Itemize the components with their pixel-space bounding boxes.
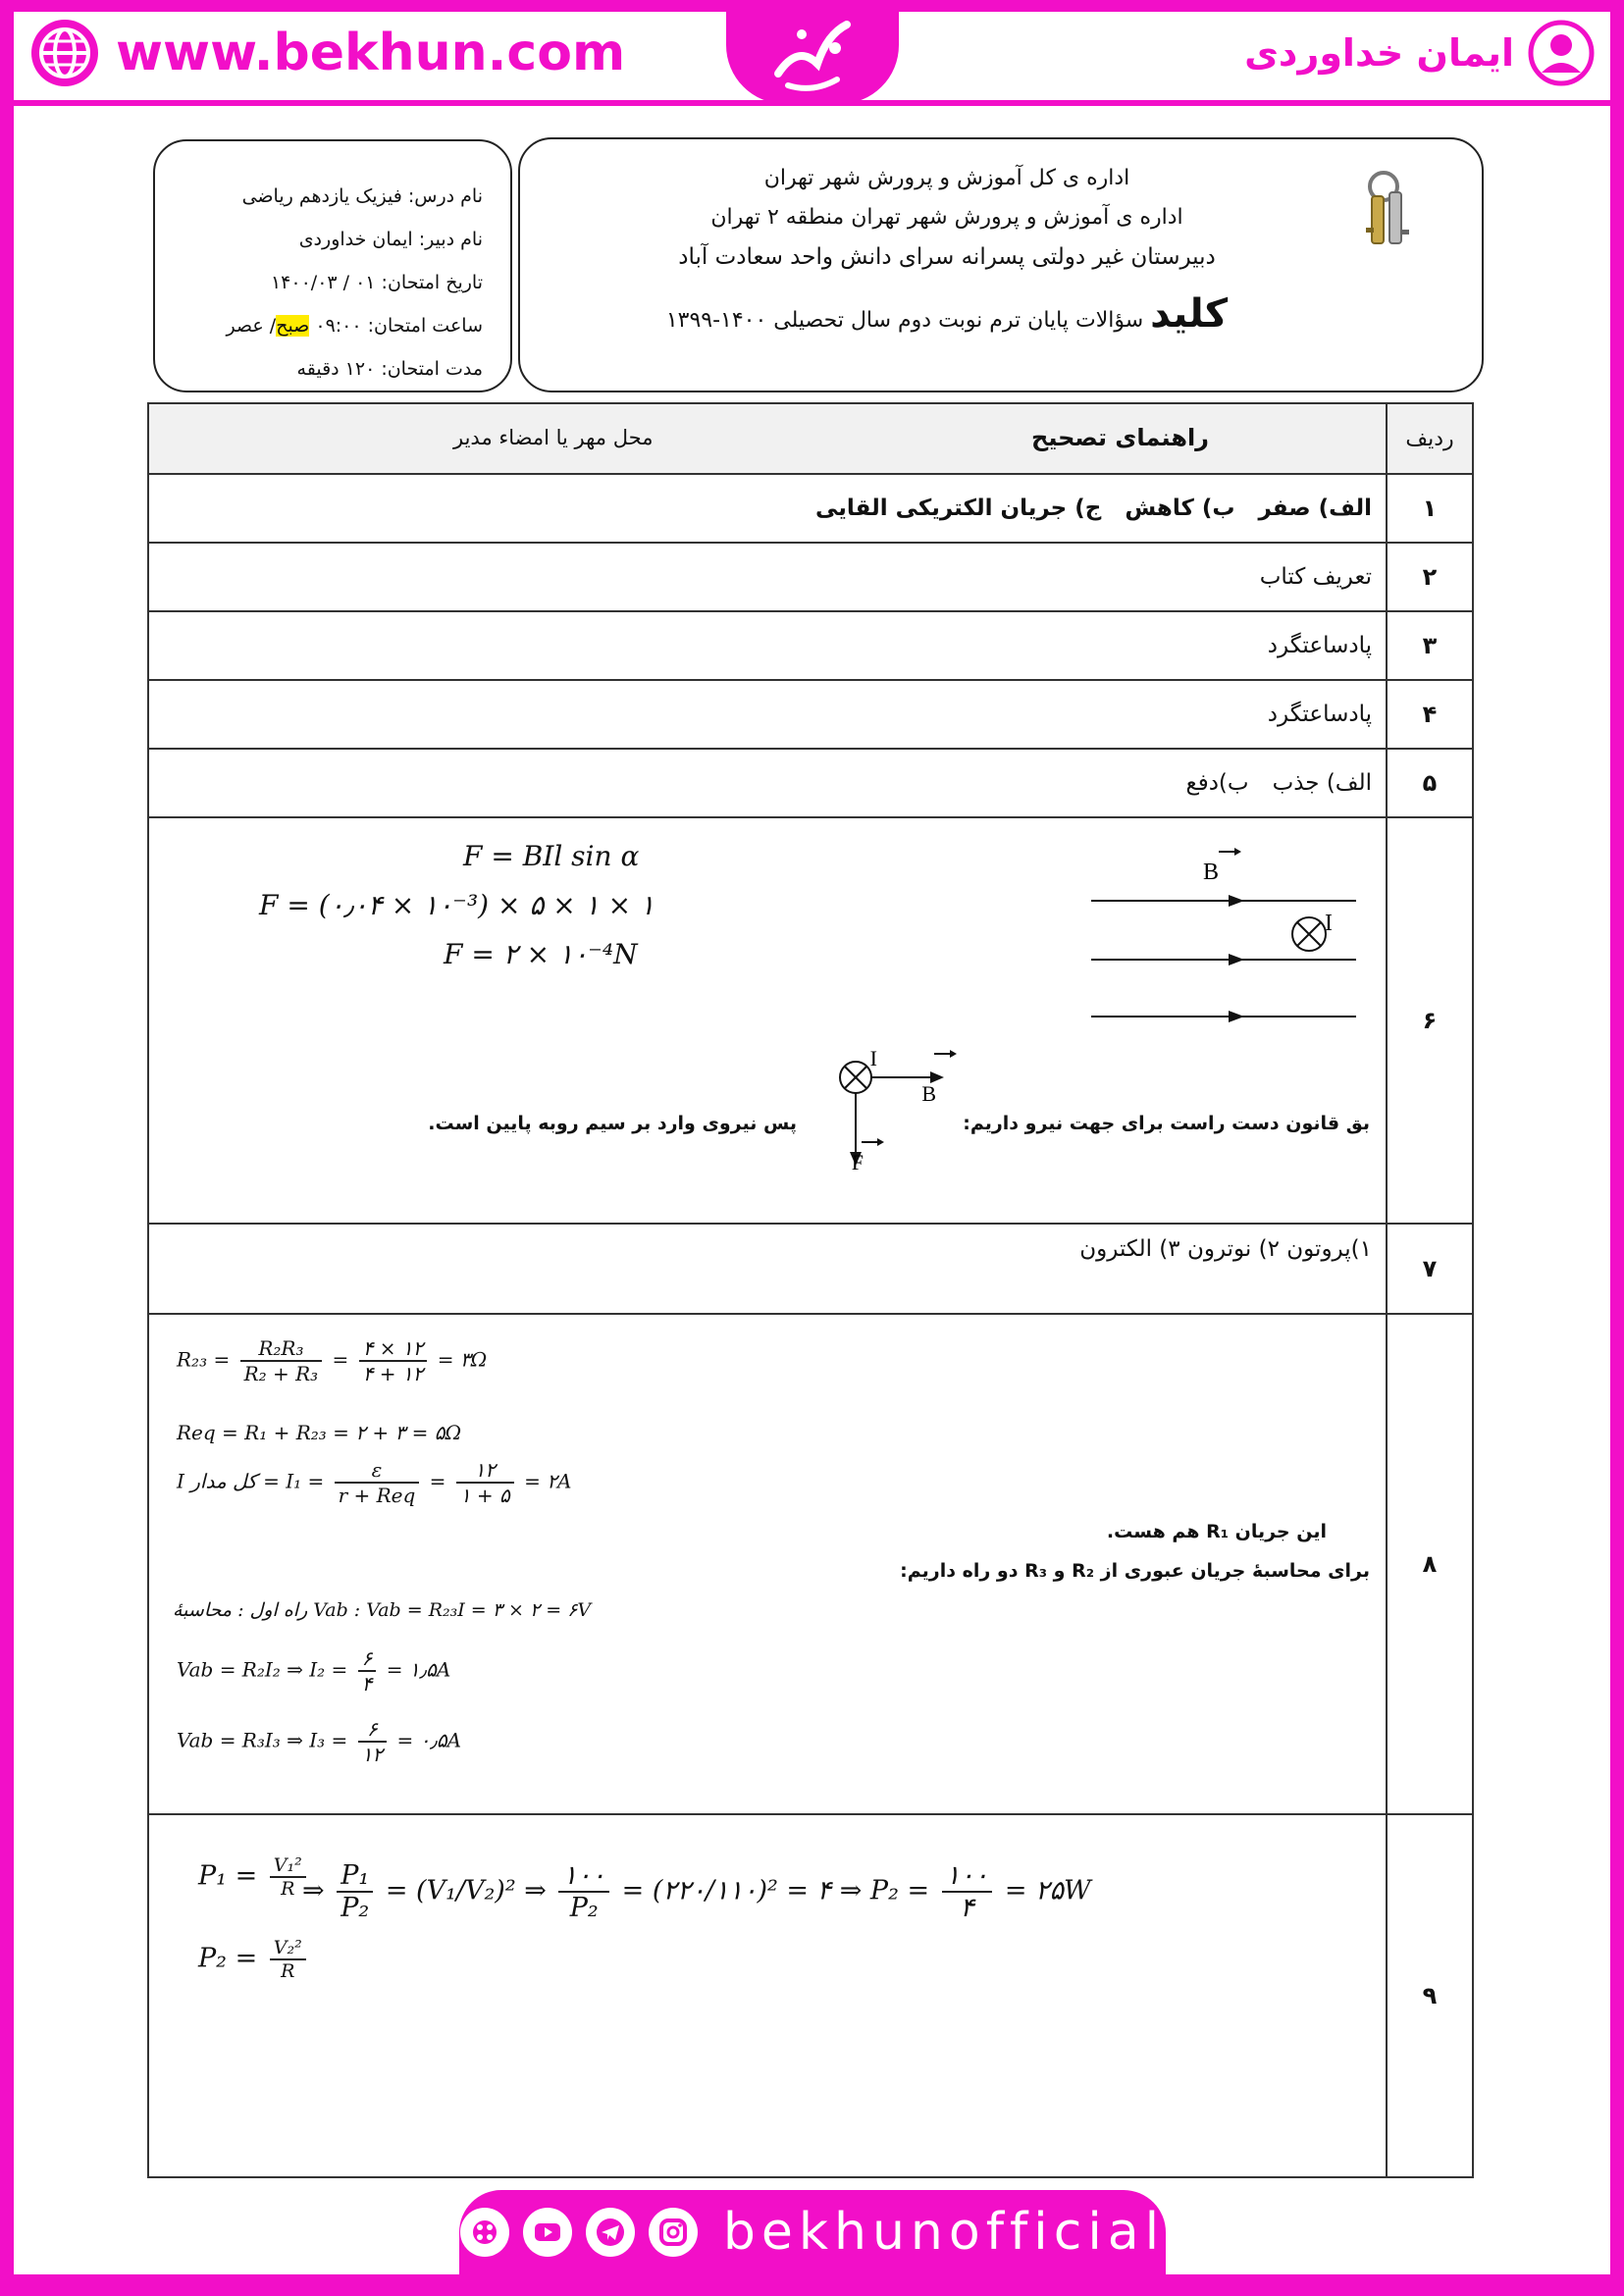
force-label-F: F [851, 1150, 864, 1174]
frac-num: ۱۰۰ [942, 1860, 993, 1893]
author-badge [1244, 14, 1595, 92]
youtube-icon[interactable] [523, 2208, 572, 2257]
keys-icon [1354, 169, 1423, 251]
frac-den: ۱۲ [361, 1743, 384, 1766]
frac-num: V₂² [270, 1937, 306, 1960]
date-line: تاریخ امتحان: ۰۱ / ۱۴۰۰/۰۳ [270, 272, 483, 293]
row-number: ۲ [1387, 543, 1473, 611]
website-text[interactable]: www.bekhun.com [116, 24, 626, 82]
final-frac [942, 1860, 993, 1923]
row-number: ۵ [1387, 749, 1473, 817]
equals-sign: = [621, 1875, 645, 1906]
hundred-frac [558, 1860, 609, 1923]
frac-num: ۴ × ۱۲ [359, 1336, 428, 1362]
frac-num: V₁² [270, 1854, 306, 1878]
author-name: ایمان خداوردی [1244, 31, 1514, 75]
implies-arrow: ⇒ [524, 1875, 547, 1906]
vector-arrow-head [877, 1138, 884, 1146]
table-row [148, 1814, 1473, 2177]
eq-p1 [198, 1854, 310, 1900]
answer-6 [148, 817, 1387, 1224]
bottom-banner [0, 2274, 1624, 2296]
ratio-result: = ۴ ⇒ P₂ = [786, 1875, 930, 1906]
frac-den: R₂ + R₃ [243, 1362, 319, 1385]
frac-num: ε [335, 1458, 420, 1484]
frac-den: ۴ + ۱۲ [362, 1362, 424, 1385]
guide-header-label: راهنمای تصحیح [1031, 424, 1209, 451]
eq-r23-frac [240, 1336, 323, 1385]
frac-num: ۶ [358, 1646, 377, 1672]
table-row [148, 474, 1473, 543]
frac-den: ۴ [361, 1672, 373, 1696]
ratio-frac [337, 1860, 373, 1923]
r1-current-note: این جریان R₁ هم هست. [1106, 1521, 1327, 1542]
col-row-header: ردیف [1387, 403, 1473, 474]
answer-1 [148, 474, 1387, 543]
eq-current-frac [335, 1458, 420, 1507]
right-hand-rule-text: بق قانون دست راست برای جهت نیرو داریم: [963, 1113, 1370, 1134]
eq-r23: R₂₃ = $\frac{\text{R₂R₃}}{\text{R₂ + R₃}}$ = $\frac{۴ \times ۱۲}{۴ + ۱۲}$ = ۳Ω [177, 1336, 488, 1385]
teacher-line: نام دبیر: ایمان خداوردی [298, 229, 483, 250]
force-result-text: پس نیروی وارد بر سیم روبه پایین است. [428, 1113, 797, 1134]
frac-den: ۴ [960, 1893, 974, 1923]
eq-i3 [177, 1717, 461, 1766]
eq-force-formula: F = BIl sin α [463, 840, 640, 872]
eq-current-lhs: I کل مدار = I₁ = [177, 1469, 325, 1493]
frac-den: r + Req [338, 1484, 416, 1507]
row-number: ۷ [1387, 1224, 1473, 1314]
current-label-I: I [1325, 911, 1333, 936]
frac-den: P₂ [569, 1893, 599, 1923]
row-number: ۳ [1387, 611, 1473, 680]
eq-p2 [198, 1937, 310, 1982]
eq-i2-frac [358, 1646, 377, 1696]
row-number: ۶ [1387, 817, 1473, 1224]
col-guide-header [148, 403, 1387, 474]
answer-5 [148, 749, 1387, 817]
field-label-B: B [921, 1081, 936, 1106]
row-number: ۸ [1387, 1314, 1473, 1814]
user-icon [1528, 20, 1595, 86]
instagram-icon[interactable] [649, 2208, 698, 2257]
answer-3: پادساعتگرد [148, 611, 1387, 680]
eq-i2-lhs: Vab = R₂I₂ ⇒ I₂ = [177, 1657, 348, 1682]
bekhun-logo [726, 0, 899, 104]
equals-sign: = [385, 1875, 408, 1906]
frac-den: R [281, 1878, 295, 1900]
table-row [148, 749, 1473, 817]
time-line [226, 304, 483, 347]
eq-force-result: F = ۲ × ۱۰⁻⁴N [444, 938, 638, 970]
eq-power-ratio [302, 1860, 1091, 1923]
subject-line: نام درس: فیزیک یازدهم ریاضی [241, 185, 483, 207]
table-row [148, 817, 1473, 1224]
social-footer [459, 2190, 1166, 2274]
answer-key-table [147, 402, 1474, 2178]
eq-current-result: = ۲A [524, 1469, 572, 1493]
globe-icon [29, 18, 100, 88]
eq-p1-lhs: P₁ = [198, 1860, 258, 1892]
eq-i3-result: = ۰٫۵A [396, 1728, 462, 1752]
frac-num: P₁ [337, 1860, 373, 1893]
eq-r23-lhs: R₂₃ = [177, 1347, 231, 1372]
force-direction-diagram [816, 1044, 973, 1181]
social-handle[interactable]: bekhunofficial [722, 2203, 1166, 2262]
table-header-row [148, 403, 1473, 474]
frac-den: R [281, 1960, 295, 1982]
time-suffix: / عصر [226, 315, 277, 337]
frac-num: R₂R₃ [240, 1336, 323, 1362]
eq-current-frac2 [456, 1458, 514, 1507]
answer-5a: الف) جذب [1272, 770, 1372, 796]
frac-num: ۶ [358, 1717, 387, 1743]
field-arrow [1229, 1011, 1244, 1022]
telegram-icon[interactable] [586, 2208, 635, 2257]
eq-i3-frac [358, 1717, 387, 1766]
aparat-icon[interactable] [460, 2208, 509, 2257]
exam-title: سؤالات پایان ترم نوبت دوم سال تحصیلی ۱۴۰۰-۱۳۹۹ [665, 308, 1144, 333]
school-name: دبیرستان غیر دولتی پسرانه سرای دانش واحد سعادت آباد [678, 244, 1216, 270]
time-prefix: ساعت امتحان: ۰۹:۰۰ [309, 315, 483, 337]
vector-arrow-head [950, 1050, 957, 1058]
eq-r23-result: = ۳Ω [437, 1347, 488, 1372]
eq-p2-frac [270, 1937, 306, 1982]
school-header-box [518, 137, 1484, 392]
table-row [148, 611, 1473, 680]
table-row [148, 680, 1473, 749]
time-morning-highlight: صبح [276, 315, 310, 337]
eq-i2-result: = ۱٫۵A [386, 1657, 451, 1682]
key-word: کلید [1150, 291, 1229, 337]
field-arrow [1229, 895, 1244, 907]
website-link[interactable] [29, 14, 625, 92]
eq-req: Req = R₁ + R₂₃ = ۲ + ۳ = ۵Ω [177, 1421, 462, 1444]
answer-5b: ب)دفع [1185, 770, 1249, 796]
exam-title-line [559, 291, 1335, 340]
eq-p2-lhs: P₂ = [198, 1943, 258, 1974]
magnetic-field-diagram [1081, 828, 1376, 1034]
voltage-ratio: (V₁/V₂)² [416, 1875, 516, 1906]
field-label-B: B [1202, 860, 1219, 885]
table-row [148, 1314, 1473, 1814]
eq-p1-frac [270, 1854, 306, 1900]
office-line-1: اداره ی کل آموزش و پرورش شهر تهران [763, 166, 1130, 190]
frac-num: ۱۲ [456, 1458, 514, 1484]
answer-1c: ج) جریان الکتریکی القایی [814, 496, 1102, 521]
answer-4: پادساعتگرد [148, 680, 1387, 749]
current-label-I: I [869, 1046, 877, 1070]
field-arrow [1229, 954, 1244, 965]
row-number: ۹ [1387, 1814, 1473, 2177]
bekhun-logo-icon [759, 5, 866, 99]
vector-arrow-head [1234, 848, 1241, 856]
answer-8 [148, 1314, 1387, 1814]
table-row [148, 1224, 1473, 1314]
duration-line: مدت امتحان: ۱۲۰ دقیقه [296, 358, 483, 380]
row-number: ۴ [1387, 680, 1473, 749]
row-number: ۱ [1387, 474, 1473, 543]
frac-num: ۱۰۰ [558, 1860, 609, 1893]
answer-1b: ب) کاهش [1125, 496, 1235, 521]
voltage-values-ratio: (۲۲۰/۱۱۰)² [652, 1875, 778, 1906]
eq-force-sub: F = (۰٫۰۴ × ۱۰⁻³) × ۵ × ۱ × ۱ [259, 889, 655, 921]
eq-r23-frac2 [359, 1336, 428, 1385]
frac-den: P₂ [341, 1893, 370, 1923]
answer-1a: الف) صفر [1258, 496, 1372, 521]
answer-2: تعریف کتاب [148, 543, 1387, 611]
answer-7: ۱)پروتون ۲) نوترون ۳) الکترون [148, 1224, 1387, 1314]
power-result: = ۲۵W [1004, 1875, 1091, 1906]
eq-i2 [177, 1646, 450, 1696]
exam-info-box [153, 139, 512, 392]
eq-vab: راه اول : محاسبهٔ Vab : Vab = R₂₃I = ۳ × ۲ = ۶V [173, 1599, 592, 1621]
r2-r3-method-note: برای محاسبهٔ جریان عبوری از R₂ و R₃ دو راه داریم: [900, 1560, 1370, 1582]
implies-arrow: ⇒ [302, 1875, 325, 1906]
sign-header-label: محل مهر یا امضاء مدیر [453, 426, 654, 449]
table-row [148, 543, 1473, 611]
office-line-2: اداره ی آموزش و پرورش شهر تهران منطقه ۲ تهران [710, 205, 1183, 230]
eq-current: I کل مدار = I₁ = $\frac{\varepsilon}{\text{r + Req}}$ = $\frac{۱۲}{۱ + ۵}$ = ۲A [177, 1458, 572, 1507]
answer-9 [148, 1814, 1387, 2177]
frac-den: ۱ + ۵ [459, 1484, 510, 1507]
eq-i3-lhs: Vab = R₃I₃ ⇒ I₃ = [177, 1728, 348, 1752]
